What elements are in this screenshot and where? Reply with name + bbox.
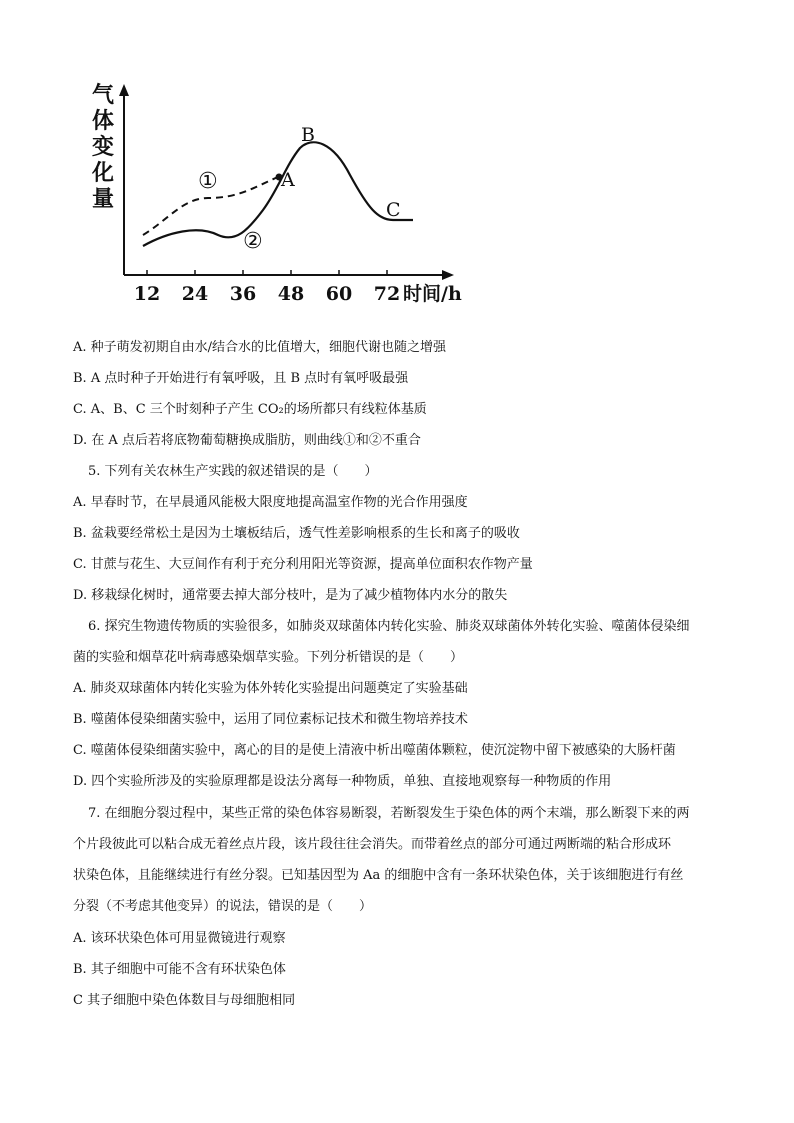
option-line: D. 移栽绿化树时，通常要去掉大部分枝叶，是为了减少植物体内水分的散失 — [73, 588, 508, 603]
x-tick-label: 60 — [325, 283, 353, 305]
curve-1-label: ① — [198, 169, 218, 194]
option-line: B. 噬菌体侵染细菌实验中，运用了同位素标记技术和微生物培养技术 — [73, 712, 468, 727]
option-line: A. 该环状染色体可用显微镜进行观察 — [73, 931, 286, 946]
option-line: C. 甘蔗与花生、大豆间作有利于充分利用阳光等资源，提高单位面积农作物产量 — [73, 557, 533, 572]
question-line: 分裂（不考虑其他变异）的说法，错误的是（ ） — [73, 899, 373, 914]
y-axis-arrow — [119, 84, 129, 96]
y-axis-label-char: 气 — [92, 82, 115, 108]
curve-2-solid — [143, 142, 413, 246]
y-axis-label-char: 体 — [92, 108, 115, 134]
option-line: C. A、B、C 三个时刻种子产生 CO₂的场所都只有线粒体基质 — [73, 402, 427, 417]
option-line: B. 其子细胞中可能不含有环状染色体 — [73, 962, 286, 977]
question-line: 5. 下列有关农林生产实践的叙述错误的是（ ） — [88, 464, 378, 479]
y-axis-label-char: 化 — [92, 160, 115, 186]
y-axis-label-char: 量 — [92, 186, 115, 212]
option-line: D. 在 A 点后若将底物葡萄糖换成脂肪，则曲线①和②不重合 — [73, 433, 421, 448]
option-line: D. 四个实验所涉及的实验原理都是设法分离每一种物质，单独、直接地观察每一种物质的作用 — [73, 774, 612, 789]
option-line: B. 盆栽要经常松土是因为土壤板结后，透气性差影响根系的生长和离子的吸收 — [73, 526, 520, 541]
x-tick-label: 48 — [277, 283, 305, 305]
option-line: A. 肺炎双球菌体内转化实验为体外转化实验提出问题奠定了实验基础 — [73, 681, 468, 696]
x-tick-label: 12 — [133, 283, 161, 305]
option-line: C 其子细胞中染色体数目与母细胞相同 — [73, 993, 296, 1008]
question-line: 菌的实验和烟草花叶病毒感染烟草实验。下列分析错误的是（ ） — [73, 650, 464, 665]
x-tick-label: 24 — [181, 283, 209, 305]
y-axis-label-char: 变 — [92, 134, 115, 160]
gas-change-figure — [88, 80, 488, 310]
option-line: C. 噬菌体侵染细菌实验中，离心的目的是使上清液中析出噬菌体颗粒，使沉淀物中留下被感染的大肠杆菌 — [73, 743, 676, 758]
option-line: A. 早春时节，在早晨通风能极大限度地提高温室作物的光合作用强度 — [73, 495, 468, 510]
option-line: B. A 点时种子开始进行有氧呼吸，且 B 点时有氧呼吸最强 — [73, 371, 409, 386]
question-line: 6. 探究生物遗传物质的实验很多，如肺炎双球菌体内转化实验、肺炎双球菌体外转化实验、噬菌体侵染细 — [88, 619, 690, 634]
x-tick-label: 36 — [229, 283, 257, 305]
point-a-label: A — [281, 169, 295, 191]
curve-2-label: ② — [243, 229, 263, 254]
point-b-label: B — [301, 124, 315, 146]
point-c-label: C — [386, 199, 401, 221]
gas-change-graph — [88, 80, 488, 310]
x-axis-arrow — [442, 270, 454, 280]
option-line: A. 种子萌发初期自由水/结合水的比值增大，细胞代谢也随之增强 — [73, 340, 447, 355]
question-line: 个片段彼此可以粘合成无着丝点片段，该片段往往会消失。而带着丝点的部分可通过两断端的粘合形成环 — [73, 837, 672, 852]
question-line: 7. 在细胞分裂过程中，某些正常的染色体容易断裂，若断裂发生于染色体的两个末端，那么断裂下来的两 — [88, 806, 690, 821]
x-axis-unit: 时间/h — [403, 283, 462, 305]
question-line: 状染色体，且能继续进行有丝分裂。已知基因型为 Aa 的细胞中含有一条环状染色体，关于该细胞进行有丝 — [73, 868, 684, 883]
x-tick-label: 72 — [373, 283, 401, 305]
